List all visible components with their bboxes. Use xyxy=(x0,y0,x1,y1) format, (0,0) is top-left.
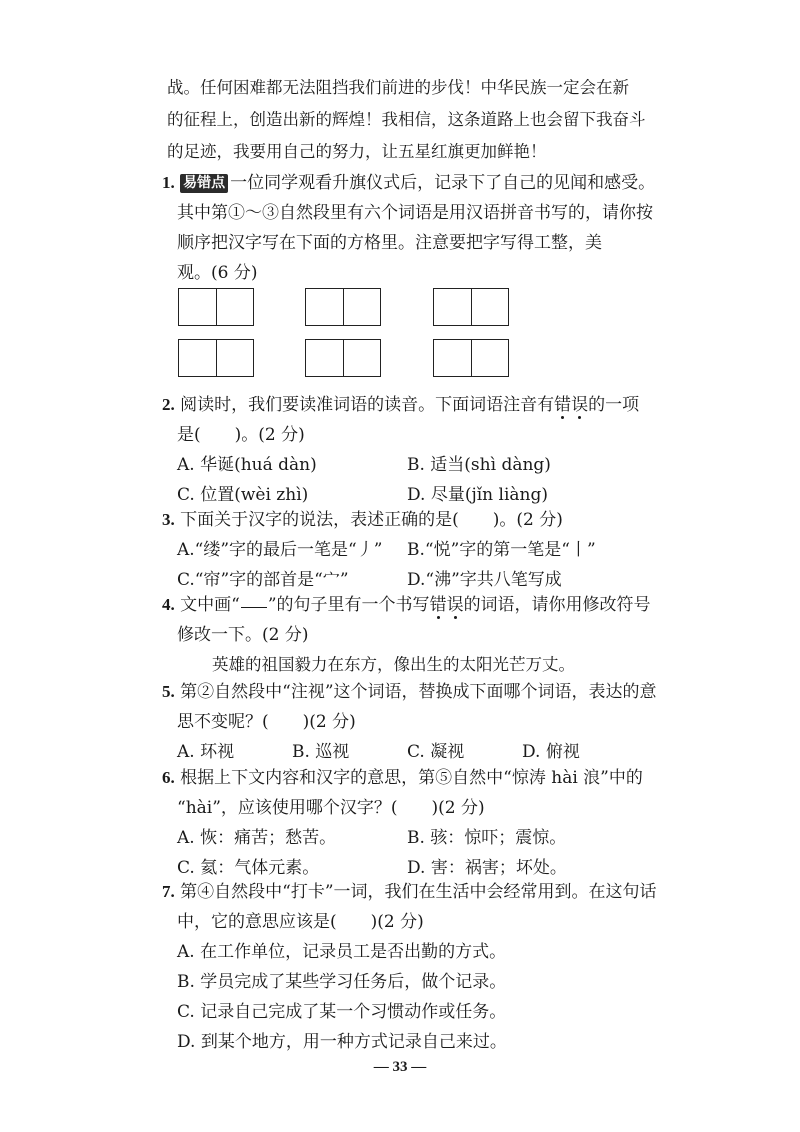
question-text: 其中第①～③自然段里有六个词语是用汉语拼音书写的，请你按 xyxy=(177,203,653,223)
underline-mark xyxy=(241,593,267,608)
answer-grid-box-5[interactable] xyxy=(305,339,381,377)
intro-line: 的足迹，我要用自己的努力，让五星红旗更加鲜艳！ xyxy=(167,142,547,161)
option-b[interactable]: B. 巡视 xyxy=(292,742,350,762)
option-b[interactable]: B. 适当(shì dàng) xyxy=(407,455,551,475)
emphasis-char: 错 xyxy=(554,395,572,415)
question-text: 中，它的意思应该是( )(2 分) xyxy=(177,912,424,932)
question-1 xyxy=(162,168,682,288)
question-text: 的一项 xyxy=(588,395,640,415)
question-number: 4. xyxy=(162,595,175,614)
answer-grid-box-2[interactable] xyxy=(305,288,381,326)
question-text: 是( )。(2 分) xyxy=(177,425,305,445)
page-number: — 33 — xyxy=(373,1059,427,1075)
question-text: ”的句子里有一个书写 xyxy=(267,595,430,615)
error-prone-badge: 易错点 xyxy=(180,174,228,193)
option-d[interactable]: D. 害：祸害；坏处。 xyxy=(407,858,567,878)
option-c[interactable]: C. 凝视 xyxy=(407,742,465,762)
answer-grid-box-6[interactable] xyxy=(433,339,509,377)
question-7 xyxy=(162,877,682,1057)
answer-grid-box-1[interactable] xyxy=(178,288,254,326)
option-c[interactable]: C. 氦：气体元素。 xyxy=(177,858,320,878)
sentence-to-correct[interactable]: 英雄的祖国毅力在东方，像出生的太阳光芒万丈。 xyxy=(212,655,575,674)
question-text: 文中画“ xyxy=(180,595,240,615)
question-text: “hài”，应该使用哪个汉字？( )(2 分) xyxy=(177,798,485,818)
question-text: 第④自然段中“打卡”一词，我们在生活中会经常用到。在这句话 xyxy=(180,882,657,902)
intro-paragraph xyxy=(167,72,667,168)
option-c[interactable]: C. 位置(wèi zhì) xyxy=(177,485,309,505)
answer-grid-box-3[interactable] xyxy=(433,288,509,326)
option-a[interactable]: A. 恢：痛苦；愁苦。 xyxy=(177,828,337,848)
question-4 xyxy=(162,590,682,650)
option-b[interactable]: B. 骇：惊吓；震惊。 xyxy=(407,828,567,848)
options-row xyxy=(162,535,682,565)
option-b[interactable]: B. 学员完成了某些学习任务后，做个记录。 xyxy=(177,972,507,992)
option-a[interactable]: A. 在工作单位，记录员工是否出勤的方式。 xyxy=(177,942,507,962)
question-5 xyxy=(162,677,682,767)
option-a[interactable]: A. 华诞(huá dàn) xyxy=(177,455,317,475)
question-text: 根据上下文内容和汉字的意思，第⑤自然中“惊涛 hài 浪”中的 xyxy=(180,768,643,788)
question-number: 5. xyxy=(162,682,175,701)
question-number: 7. xyxy=(162,882,175,901)
question-text: 一位同学观看升旗仪式后，记录下了自己的见闻和感受。 xyxy=(230,173,656,193)
intro-line: 的征程上，创造出新的辉煌！我相信，这条道路上也会留下我奋斗 xyxy=(167,110,646,129)
option-c[interactable]: C.“帘”字的部首是“宀” xyxy=(177,570,349,590)
options-row xyxy=(162,823,682,853)
question-2 xyxy=(162,390,682,510)
option-d[interactable]: D. 到某个地方，用一种方式记录自己来过。 xyxy=(177,1032,507,1052)
option-a[interactable]: A.“缕”字的最后一笔是“丿” xyxy=(177,540,383,560)
question-number: 6. xyxy=(162,768,175,787)
question-6 xyxy=(162,763,682,883)
option-d[interactable]: D. 俯视 xyxy=(522,742,580,762)
question-text: 观。(6 分) xyxy=(177,263,258,283)
intro-line: 战。任何困难都无法阻挡我们前进的步伐！中华民族一定会在新 xyxy=(167,78,629,97)
emphasis-char: 误 xyxy=(571,395,589,415)
question-number: 3. xyxy=(162,510,175,529)
options-row xyxy=(162,450,682,480)
question-text: 修改一下。(2 分) xyxy=(177,625,309,645)
option-b[interactable]: B.“悦”字的第一笔是“丨” xyxy=(407,540,596,560)
question-text: 阅读时，我们要读准词语的读音。下面词语注音有 xyxy=(180,395,555,415)
emphasis-char: 误 xyxy=(446,595,464,615)
emphasis-char: 错 xyxy=(429,595,447,615)
question-3 xyxy=(162,505,682,595)
question-text: 思不变呢？( )(2 分) xyxy=(177,712,356,732)
option-d[interactable]: D. 尽量(jǐn liàng) xyxy=(407,485,548,505)
question-number: 1. xyxy=(162,173,175,192)
answer-grid-box-4[interactable] xyxy=(178,339,254,377)
option-c[interactable]: C. 记录自己完成了某一个习惯动作或任务。 xyxy=(177,1002,507,1022)
question-text: 顺序把汉字写在下面的方格里。注意要把字写得工整，美 xyxy=(177,233,602,253)
question-number: 2. xyxy=(162,395,175,414)
option-d[interactable]: D.“沸”字共八笔写成 xyxy=(407,570,562,590)
question-text: 第②自然段中“注视”这个词语，替换成下面哪个词语，表达的意 xyxy=(180,682,657,702)
question-text: 的词语，请你用修改符号 xyxy=(463,595,651,615)
option-a[interactable]: A. 环视 xyxy=(177,742,235,762)
question-text: 下面关于汉字的说法，表述正确的是( )。(2 分) xyxy=(180,510,563,530)
